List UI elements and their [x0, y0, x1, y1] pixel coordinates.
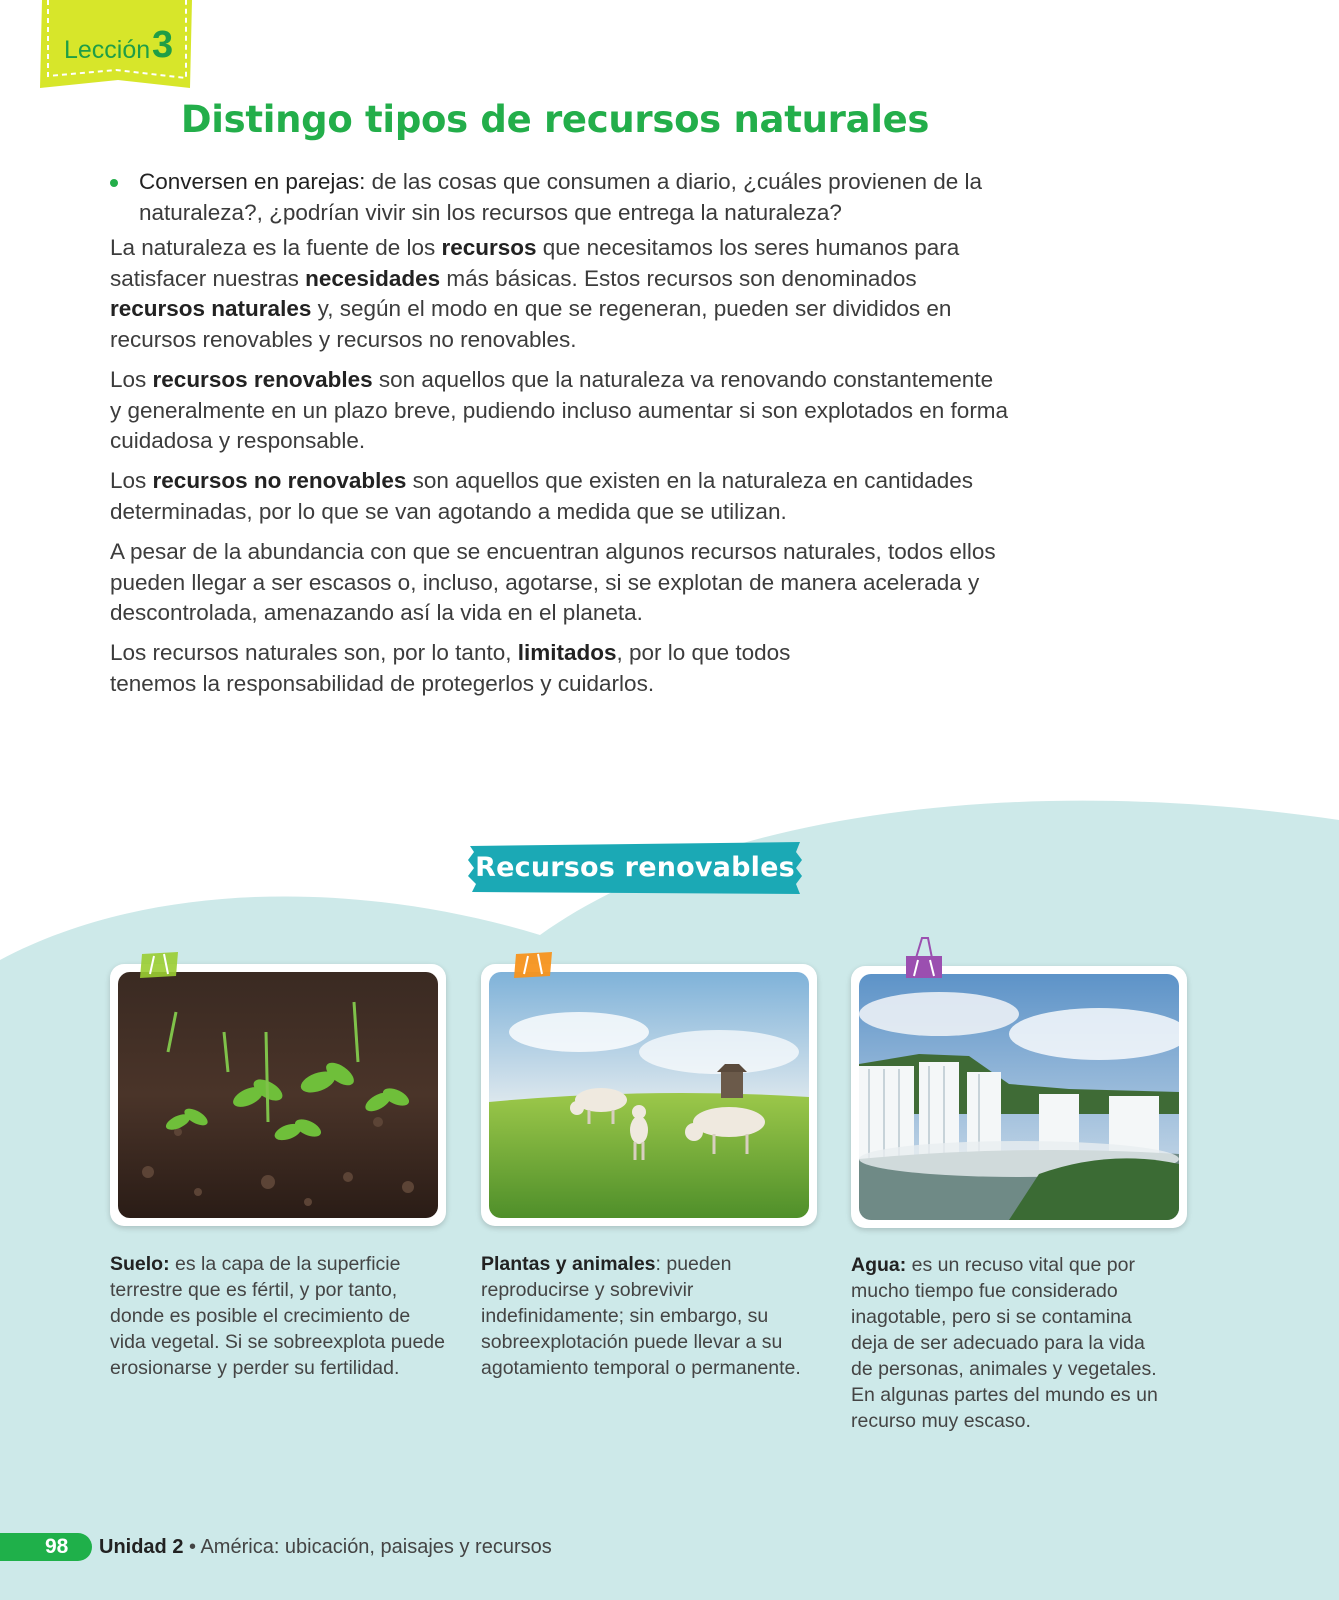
bullet-body: de las cosas que consumen a diario, ¿cuáles provienen de la naturaleza?, ¿podrían vivir sin los recursos que entrega la naturaleza? — [139, 169, 983, 225]
discussion-bullet — [110, 167, 1010, 228]
page-number: 98 — [45, 1535, 69, 1558]
paragraph-4: A pesar de la abundancia con que se encuentran algunos recursos naturales, todos ellos pueden llegar a ser escasos o, incluso, agotarse, si se explotan de manera acelerada y descontrolada, amenazando así la vida en el planeta. — [110, 539, 996, 625]
lesson-number: 3 — [152, 24, 174, 66]
p3-text-a: Los — [110, 468, 153, 493]
p1-term-necesidades: necesidades — [305, 265, 441, 291]
caption-animals-text: : pueden reproducirse y sobrevivir indefinidamente; sin embargo, su sobreexplotación puede llevar a su agotamiento temporal o permanente. — [481, 1253, 801, 1379]
caption-water-text: es un recuso vital que por mucho tiempo fue considerado inagotable, pero si se contamina deja de ser adecuado para la vida de personas, animales y vegetales. En algunas partes del mundo es un recurso muy escaso. — [851, 1254, 1158, 1432]
caption-animals — [481, 1251, 821, 1381]
caption-water — [851, 1252, 1171, 1434]
bullet-icon — [110, 179, 118, 187]
paragraph-1 — [110, 233, 1010, 355]
p1-text-g: y, según el modo en que se regeneran, pueden ser divididos en recursos renovables y recursos no renovables. — [110, 296, 952, 352]
caption-soil-text: es la capa de la superficie terrestre que es fértil, y por tanto, donde es posible el crecimiento de vida vegetal. Si se sobreexplota puede erosionarse y perder su fertilidad. — [110, 1253, 445, 1379]
card-animals-photo — [481, 964, 817, 1226]
paragraph-2 — [110, 365, 1010, 457]
caption-soil-lead: Suelo: — [110, 1253, 170, 1275]
p1-term-recursos: recursos — [441, 235, 537, 260]
bullet-text — [139, 167, 1010, 228]
footer-separator: • — [183, 1536, 201, 1558]
paragraph-5 — [110, 638, 810, 699]
lesson-tab — [40, 0, 194, 88]
tape-clip-icon — [514, 952, 554, 983]
p2-text-a: Los — [110, 367, 153, 392]
p5-term-limitados: limitados — [517, 640, 617, 665]
goats-meadow-image — [489, 972, 809, 1218]
p2-text-c: son aquellos que la naturaleza va renovando constantemente y generalmente en un plazo breve, pudiendo incluso aumentar si son explotados en forma cuidadosa y responsable. — [110, 367, 1009, 453]
p1-text-e: más básicas. Estos recursos son denominados — [440, 265, 917, 291]
caption-animals-lead: Plantas y animales — [481, 1253, 656, 1275]
section-banner — [466, 842, 804, 894]
p1-text-a: La naturaleza es la fuente de los — [110, 235, 442, 260]
p5-text-c: , por lo que todos tenemos la responsabilidad de protegerlos y cuidarlos. — [110, 640, 791, 696]
waterfall-image — [859, 974, 1179, 1220]
caption-soil — [110, 1251, 450, 1381]
p3-text-c: son aquellos que existen en la naturaleza en cantidades determinadas, por lo que se van agotando a medida que se utilizan. — [110, 468, 974, 524]
caption-water-lead: Agua: — [851, 1254, 907, 1276]
tape-clip-icon — [140, 952, 180, 983]
p1-term-recursos-naturales: recursos naturales — [110, 296, 312, 321]
p1-text-c: que necesitamos los seres humanos para satisfacer nuestras — [110, 235, 960, 291]
card-water-photo — [851, 966, 1187, 1228]
section-banner-label: Recursos renovables — [475, 852, 795, 883]
footer-subtitle: América: ubicación, paisajes y recursos — [200, 1536, 552, 1558]
lesson-label: Lección — [64, 36, 151, 64]
p3-term-no-renovables: recursos no renovables — [152, 468, 407, 493]
footer-unit: Unidad 2 — [99, 1536, 184, 1558]
bullet-lead: Conversen en parejas: — [139, 169, 366, 194]
page-title: Distingo tipos de recursos naturales — [180, 98, 930, 141]
footer-unit-title — [99, 1533, 552, 1561]
soil-seedlings-image — [118, 972, 438, 1218]
p2-term-renovables: recursos renovables — [152, 367, 373, 392]
paragraph-3 — [110, 466, 1010, 527]
binder-clip-icon — [904, 936, 944, 985]
card-soil-photo — [110, 964, 446, 1226]
p5-text-a: Los recursos naturales son, por lo tanto, — [110, 640, 518, 665]
